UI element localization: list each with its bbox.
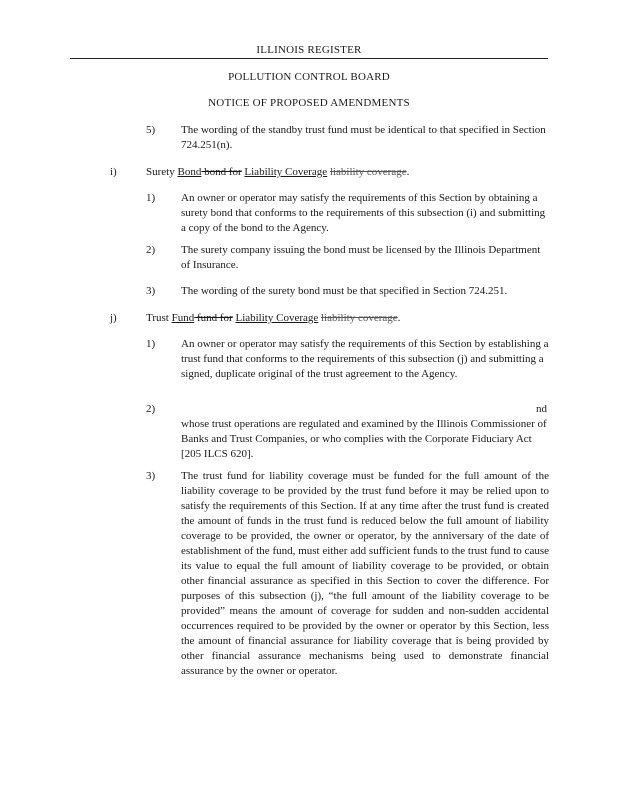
inserted-text: Fund xyxy=(171,312,195,324)
paragraph-i3: The wording of the surety bond must be that specified in Section 724.251. xyxy=(181,285,508,297)
redacted-line-tail: nd xyxy=(536,403,547,415)
item-number: 3) xyxy=(146,470,156,482)
item-number: 1) xyxy=(146,192,156,204)
item-number: 1) xyxy=(146,338,156,350)
board-title: POLLUTION CONTROL BOARD xyxy=(228,71,390,83)
heading-text: Surety xyxy=(146,166,178,178)
paragraph-j2: whose trust operations are regulated and examined by the Illinois Commissioner of Banks and Trust Companies, or who complies with the Corporate Fiduciary Act [205 ILCS 620]. xyxy=(181,418,547,460)
item-number: 2) xyxy=(146,244,156,256)
heading-text: Trust xyxy=(146,312,172,324)
item-number: 5) xyxy=(146,124,156,136)
subsection-i-heading: Surety Bond bond for Liability Coverage liability coverage. xyxy=(146,166,410,178)
item-number: 2) xyxy=(146,403,156,415)
inserted-text: Bond xyxy=(177,166,202,178)
paragraph-j1: An owner or operator may satisfy the requirements of this Section by establishing a trust fund that conforms to the requirements of this subsection (j) and submitting a signed, duplicate original of the trust agreement to the Agency. xyxy=(181,338,549,380)
notice-title: NOTICE OF PROPOSED AMENDMENTS xyxy=(208,97,410,109)
paragraph-i1: An owner or operator may satisfy the requirements of this Section by obtaining a surety bond that conforms to the requirements of this subsection (i) and submitting a copy of the bond to the Agency. xyxy=(181,192,546,234)
subsection-j-heading: Trust Fund fund for Liability Coverage liability coverage. xyxy=(146,312,401,324)
item-number: j) xyxy=(110,312,117,324)
deleted-text: fund for xyxy=(194,312,233,324)
register-header: ILLINOIS REGISTER xyxy=(256,44,362,56)
paragraph-j3: The trust fund for liability coverage must be funded for the full amount of the liability coverage to be provided by the trust fund before it may be relied upon to satisfy the requirements of this Section. If at any time after the trust fund is created the amount of funds in the trust fund is reduced below the full amount of liability coverage to be provided, the owner or operator, by the anniversary of the date of establishment of the fund, must either add sufficient funds to the trust fund to cause its value to equal the full amount of liability coverage to be provided, or obtain other financial assurance as specified in this Section to cover the difference. For purposes of this subsection (j), “the full amount of the liability coverage to be provided” means the amount of coverage for sudden and non-sudden accidental occurrences required to be provided by the owner or operator by this Section, less the amount of financial assurance for liability coverage that is being provided by other financial assurance mechanisms being used to demonstrate financial assurance by the owner or operator. xyxy=(181,470,549,677)
item-number: 3) xyxy=(146,285,156,297)
deleted-text: liability coverage xyxy=(321,312,398,324)
deleted-text: liability coverage xyxy=(329,166,407,178)
deleted-text: bond for xyxy=(201,166,242,178)
inserted-text: Liability Coverage xyxy=(235,312,319,324)
item-number: i) xyxy=(110,166,117,178)
paragraph-5: The wording of the standby trust fund must be identical to that specified in Section 724.251(n). xyxy=(181,124,546,151)
paragraph-i2: The surety company issuing the bond must be licensed by the Illinois Department of Insurance. xyxy=(181,244,541,271)
inserted-text: Liability Coverage xyxy=(244,166,328,178)
header-rule xyxy=(70,58,548,59)
